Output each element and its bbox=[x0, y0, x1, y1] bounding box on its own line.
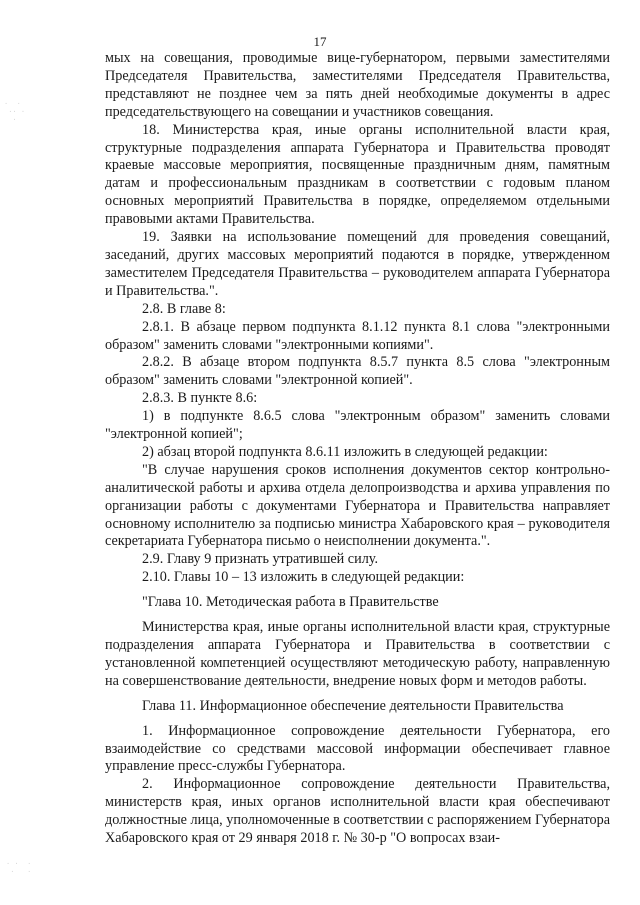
paragraph-2-10: 2.10. Главы 10 – 13 изложить в следующей редакции: bbox=[142, 569, 465, 586]
paragraph-2-8-1: 2.8.1. В абзаце первом подпункта 8.1.12 пункта 8.1 слова "электронными образом" заменить словами "электронными копиями". bbox=[105, 318, 610, 353]
paragraph-2-8-2: 2.8.2. В абзаце втором подпункта 8.5.7 пункта 8.5 слова "электронным образом" заменить словами "электронной копией". bbox=[105, 354, 610, 389]
paragraph-2-8-3: 2.8.3. В пункте 8.6: bbox=[142, 390, 258, 407]
paragraph-2-8: 2.8. В главе 8: bbox=[142, 300, 226, 317]
scan-noise-left: · · ·· · · bbox=[4, 100, 26, 124]
chapter-10-heading: "Глава 10. Методическая работа в Правительстве bbox=[142, 594, 439, 611]
document-body bbox=[105, 50, 610, 848]
paragraph-continuation: мых на совещания, проводимые вице-губернатором, первыми заместителями Председателя Правительства, заместителями Председателя Правительства, представляют не позднее чем за пять дней необходимые документы в адрес председательствующего на совещании и участников совещания. bbox=[105, 50, 610, 120]
scan-noise-left-lower: · · · · · bbox=[6, 860, 32, 876]
chapter-11-item-1: 1. Информационное сопровождение деятельности Губернатора, его взаимодействие со средствами массовой информации обеспечивает главное управление пресс-службы Губернатора. bbox=[105, 722, 610, 775]
paragraph-quoted-text: "В случае нарушения сроков исполнения документов сектор контрольно-аналитической работы и архива отдела делопроизводства и архива управления по организации работы с документами Губернатора и Правительства направляет основному исполнителю за подписью министра Хабаровского края – руководителя секретариата Губернатора письмо о неисполнении документа.". bbox=[105, 461, 610, 550]
paragraph-subitem-1: 1) в подпункте 8.6.5 слова "электронным образом" заменить словами "электронной копией"; bbox=[105, 408, 610, 443]
paragraph-item-18: 18. Министерства края, иные органы исполнительной власти края, структурные подразделения аппарата Губернатора и Правительства проводят краевые массовые мероприятия, посвященные праздничным дням, памятным датам и профессиональным праздникам в соответствии с годовым планом основных мероприятий Правительства в порядке, определяемом отдельными правовыми актами Правительства. bbox=[105, 121, 610, 228]
paragraph-2-9: 2.9. Главу 9 признать утратившей силу. bbox=[142, 551, 378, 568]
paragraph-item-19: 19. Заявки на использование помещений для проведения совещаний, заседаний, других массовых мероприятий подаются в порядке, утвержденном заместителем Председателя Правительства – руководителем аппарата Губернатора и Правительства.". bbox=[105, 229, 610, 299]
chapter-10-body: Министерства края, иные органы исполнительной власти края, структурные подразделения аппарата Губернатора и Правительства в соответствии с установленной компетенцией осуществляют методическую работу, направленную на совершенствование деятельности, внедрение новых форм и методов работы. bbox=[105, 619, 610, 689]
chapter-11-item-2: 2. Информационное сопровождение деятельности Правительства, министерств края, иных органов исполнительной власти края обеспечивают должностные лица, уполномоченные в соответствии с распоряжением Губернатора Хабаровского края от 29 января 2018 г. № 30-р "О вопросах взаи- bbox=[105, 776, 610, 847]
paragraph-subitem-2: 2) абзац второй подпункта 8.6.11 изложить в следующей редакции: bbox=[142, 443, 548, 460]
page-number: 17 bbox=[313, 34, 327, 49]
chapter-11-heading: Глава 11. Информационное обеспечение деятельности Правительства bbox=[142, 697, 564, 714]
